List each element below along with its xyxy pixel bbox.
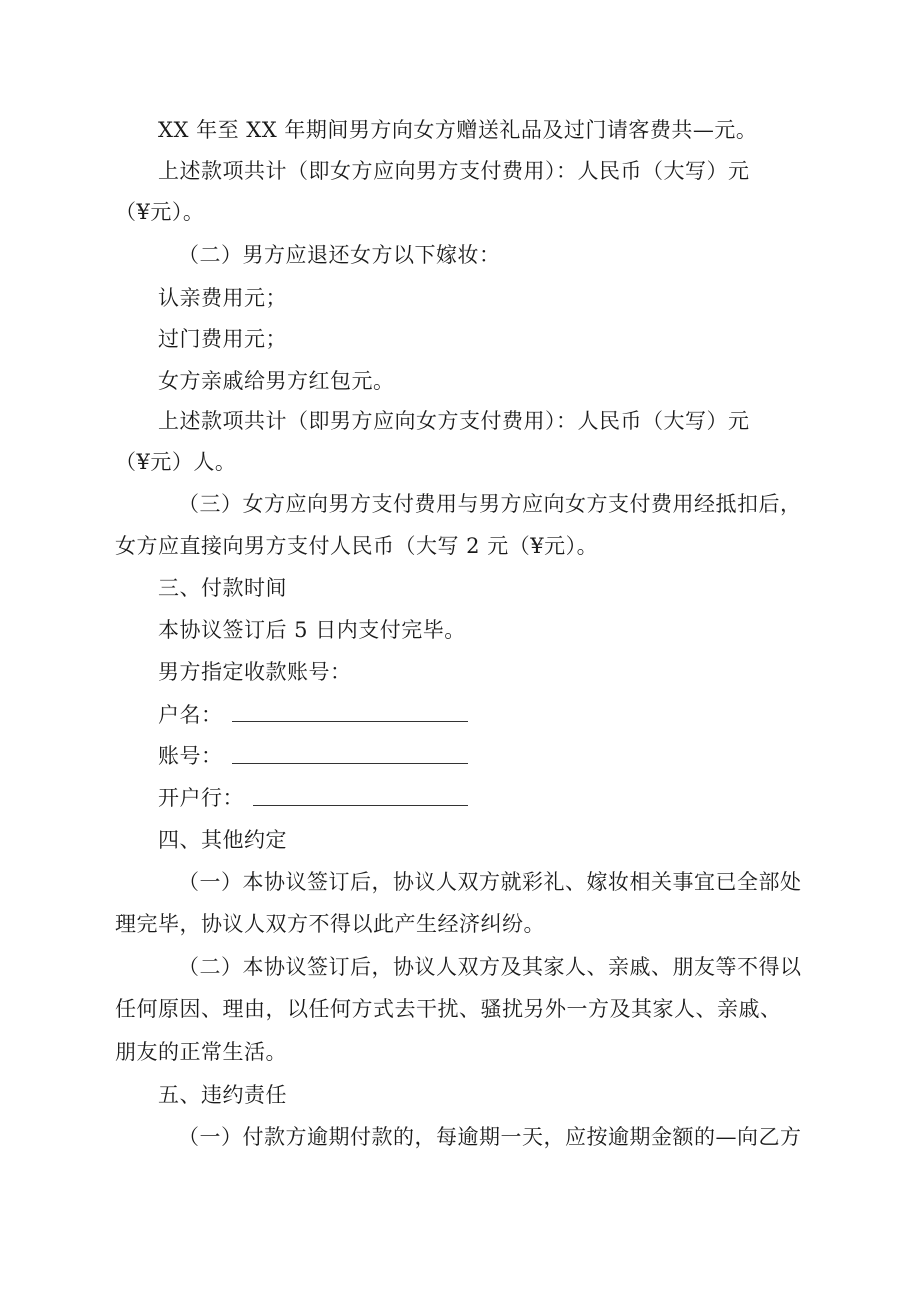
bank-label: 开户行： [158, 786, 244, 810]
account-number-blank[interactable] [232, 763, 468, 764]
section-heading: 三、付款时间 [158, 576, 287, 600]
account-name-label: 户名： [158, 703, 223, 727]
account-name-blank[interactable] [232, 721, 468, 722]
bank-blank[interactable] [253, 805, 468, 806]
paragraph-line: 男方指定收款账号： [158, 660, 352, 684]
paragraph-line: 上述款项共计（即男方应向女方支付费用）：人民币（大写）元 [158, 409, 750, 433]
paragraph-line: 女方应直接向男方支付人民币（大写 2 元（¥元）。 [115, 534, 599, 558]
paragraph-line: （一）付款方逾期付款的，每逾期一天，应按逾期金额的—向乙方 [178, 1125, 802, 1149]
paragraph-line: （二）本协议签订后，协议人双方及其家人、亲戚、朋友等不得以 [178, 955, 802, 979]
paragraph-line: 上述款项共计（即女方应向男方支付费用）：人民币（大写）元 [158, 159, 750, 183]
paragraph-line: 朋友的正常生活。 [115, 1040, 287, 1064]
paragraph-line: （三）女方应向男方支付费用与男方应向女方支付费用经抵扣后， [178, 492, 802, 516]
paragraph-line: XX 年至 XX 年期间男方向女方赠送礼品及过门请客费共—元。 [158, 118, 758, 142]
paragraph-line: 理完毕，协议人双方不得以此产生经济纠纷。 [115, 912, 545, 936]
paragraph-line: （一）本协议签订后，协议人双方就彩礼、嫁妆相关事宜已全部处 [178, 870, 802, 894]
paragraph-line: （¥元）人。 [115, 450, 237, 474]
paragraph-line: 任何原因、理由，以任何方式去干扰、骚扰另外一方及其家人、亲戚、 [115, 997, 782, 1021]
section-heading: 四、其他约定 [158, 828, 287, 852]
section-heading: （二）男方应退还女方以下嫁妆： [178, 243, 501, 267]
paragraph-line: 女方亲戚给男方红包元。 [158, 369, 395, 393]
account-number-label: 账号： [158, 744, 223, 768]
paragraph-line: 认亲费用元； [158, 286, 287, 310]
section-heading: 五、违约责任 [158, 1083, 287, 1107]
paragraph-line: 过门费用元； [158, 327, 287, 351]
paragraph-line: （¥元）。 [115, 200, 205, 224]
paragraph-line: 本协议签订后 5 日内支付完毕。 [158, 618, 466, 642]
